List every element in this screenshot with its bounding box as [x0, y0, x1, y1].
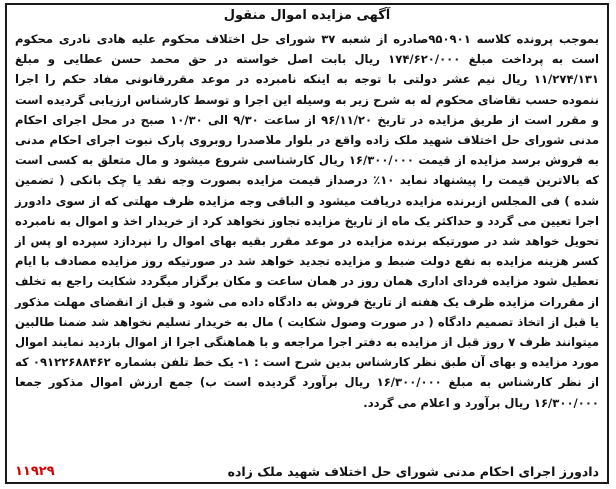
auction-notice	[5, 3, 609, 484]
reference-code: ۱۱۹۲۹	[15, 464, 55, 479]
signature-line: دادورز اجرای احکام مدنی شورای حل اختلاف شهید ملک زاده	[227, 464, 599, 479]
notice-body: بموجب پرونده کلاسه ۹۵۰۹۰۱صادره از شعبه ۳۷ شورای حل اختلاف محکوم علیه هادی نادری محکوم است به پرداخت مبلغ ۱۷۴/۶۲۰/۰۰۰ ریال بابت اصل خواسته در حق محمد حسن عطایی و مبلغ ۱۱/۲۷۴/۱۳۱ ریال نیم عشر دولتی با توجه به اینکه نامبرده در موعد مقررقانونی مفاد حکم را اجرا ننموده حسب تقاضای محکوم له به شرح زیر به وسیله این اجرا و توسط کارشناس ارزیابی گردیده است و مقرر است از طریق مزایده در تاریخ ۹۶/۱۱/۲۰ از ساعت ۹/۳۰ الی ۱۰/۳۰ صبح در محل اجرای احکام مدنی شورای حل اختلاف شهید ملک زاده واقع در بلوار ملاصدرا روبروی پارک نبوت اجرای احکام مدنی به فروش برسد مزایده از قیمت ۱۶/۳۰۰/۰۰۰ ریال کارشناسی شروع میشود و مال متعلق به کسی است که بالاترین قیمت را پیشنهاد نماید ۱۰٪ درصداز قیمت مزایده بصورت وجه نقد یا چک بانکی ( تضمین شده ) فی المجلس ازبرنده مزایده دریافت میشود و الباقی وجه مزایده ظرف مهلتی که از سوی دادورز اجرا تعیین می گردد و حداکثر یک ماه از تاریخ مزایده تجاوز نخواهد کرد از خریدار اخذ و اموال به نامبرده تحویل خواهد شد در صورتیکه برنده مزایده در موعد مقرر بقیه بهای اموال را نپردازد سپرده او پس از کسر هزینه مزایده به نفع دولت ضبط و مزایده تجدید خواهد شد در صورتیکه روز مزایده مصادف با ایام تعطیل شود مزایده فردای اداری همان روز در همان ساعت و مکان برگزار میگردد شکایت راجع به تخلف از مقررات مزایده ظرف یک هفته از تاریخ فروش به دادگاه داده می شود و قبل از انقضای مهلت مذکور یا قبل از اتخاذ تصمیم دادگاه ( در صورت وصول شکایت ) مال به خریدار تسلیم نخواهد شد ضمنا طالبین میتوانند ظرف ۷ روز قبل از مزایده به دفتر اجرا مراجعه و با هماهنگی اجرا از اموال بازدید نمایند اموال مورد مزایده و بهای آن طبق نظر کارشناس بدین شرح است : ۱- یک خط تلفن بشماره ۰۹۱۲۲۶۸۸۴۶۲ که از نظر کارشناس به مبلغ ۱۶/۳۰۰/۰۰۰ ریال برآورد گردیده است ب) جمع ارزش اموال مذکور جمعا ۱۶/۳۰۰/۰۰۰ ریال برآورد و اعلام می گردد.	[15, 32, 600, 410]
notice-title: آگهی مزایده اموال منقول	[223, 8, 391, 23]
notice-footer	[15, 459, 599, 479]
